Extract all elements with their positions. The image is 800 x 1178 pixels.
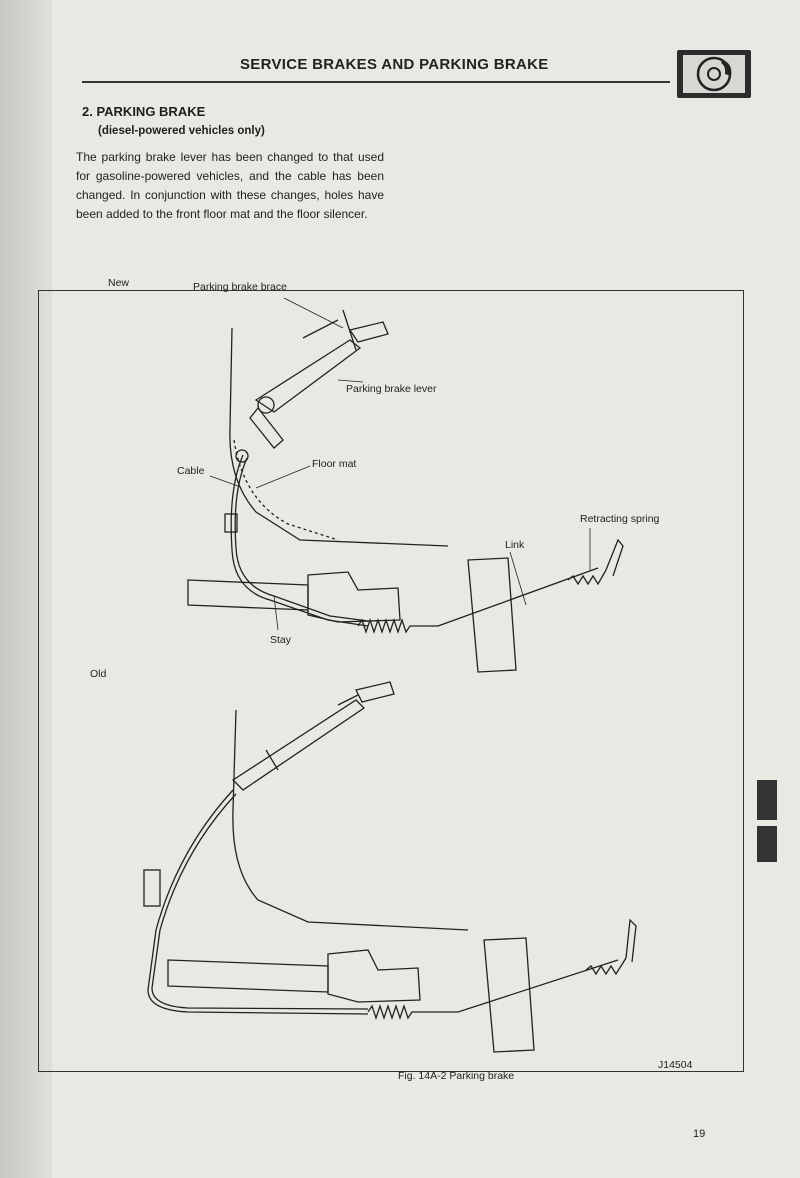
leader-floor-mat [256,466,310,488]
label-retracting-spring: Retracting spring [580,513,660,525]
header-rule [82,81,670,83]
old-lever-grip [356,682,394,702]
new-bracket [606,540,623,576]
page-number: 19 [693,1128,706,1140]
new-equalizer [250,408,283,448]
new-wheel [468,558,516,672]
label-new: New [108,277,130,289]
page-header-title: SERVICE BRAKES AND PARKING BRAKE [240,56,549,73]
section-title: 2. PARKING BRAKE [82,104,206,119]
section-tab-marker [757,826,777,862]
old-cable [148,790,368,1014]
label-stay: Stay [270,634,292,646]
leader-lever [338,380,363,382]
old-transmission [328,950,420,1002]
label-parking-brake-lever: Parking brake lever [346,383,437,395]
new-parking-brake-brace [303,310,356,350]
new-parking-brake-lever [256,340,360,412]
new-lever-grip [350,322,388,342]
leader-stay [274,596,278,630]
label-floor-mat: Floor mat [312,458,357,470]
new-floor-panel [230,328,448,546]
brake-disc-icon [677,50,751,98]
old-cable-sleeve [144,870,160,906]
new-propeller-shaft [188,580,308,610]
new-floor-mat-line [234,440,338,540]
new-transmission [308,572,400,622]
old-bracket [626,920,636,962]
old-link [458,960,618,1012]
section-paragraph: The parking brake lever has been changed to that used for gasoline-powered vehicles, and the cable has been changed. In conjunction with these changes, holes have been added to the front floor mat and the floor silencer. [76,150,384,221]
old-parking-brake-lever [233,700,364,790]
figure-caption: Fig. 14A-2 Parking brake [398,1070,515,1082]
parking-brake-diagram [38,290,744,1072]
new-cable-spring [358,620,438,632]
old-floor-panel [233,710,468,930]
label-old: Old [90,668,107,680]
label-link: Link [505,539,525,551]
old-propeller-shaft [168,960,328,992]
section-subtitle: (diesel-powered vehicles only) [98,125,265,137]
label-parking-brake-brace: Parking brake brace [193,281,287,293]
leader-brace [284,298,343,328]
old-cable-spring [368,1006,458,1018]
section-tab-marker [757,780,777,820]
figure-code: J14504 [658,1059,693,1071]
leader-cable [210,476,238,486]
label-cable: Cable [177,465,205,477]
old-retracting-spring [586,958,626,974]
